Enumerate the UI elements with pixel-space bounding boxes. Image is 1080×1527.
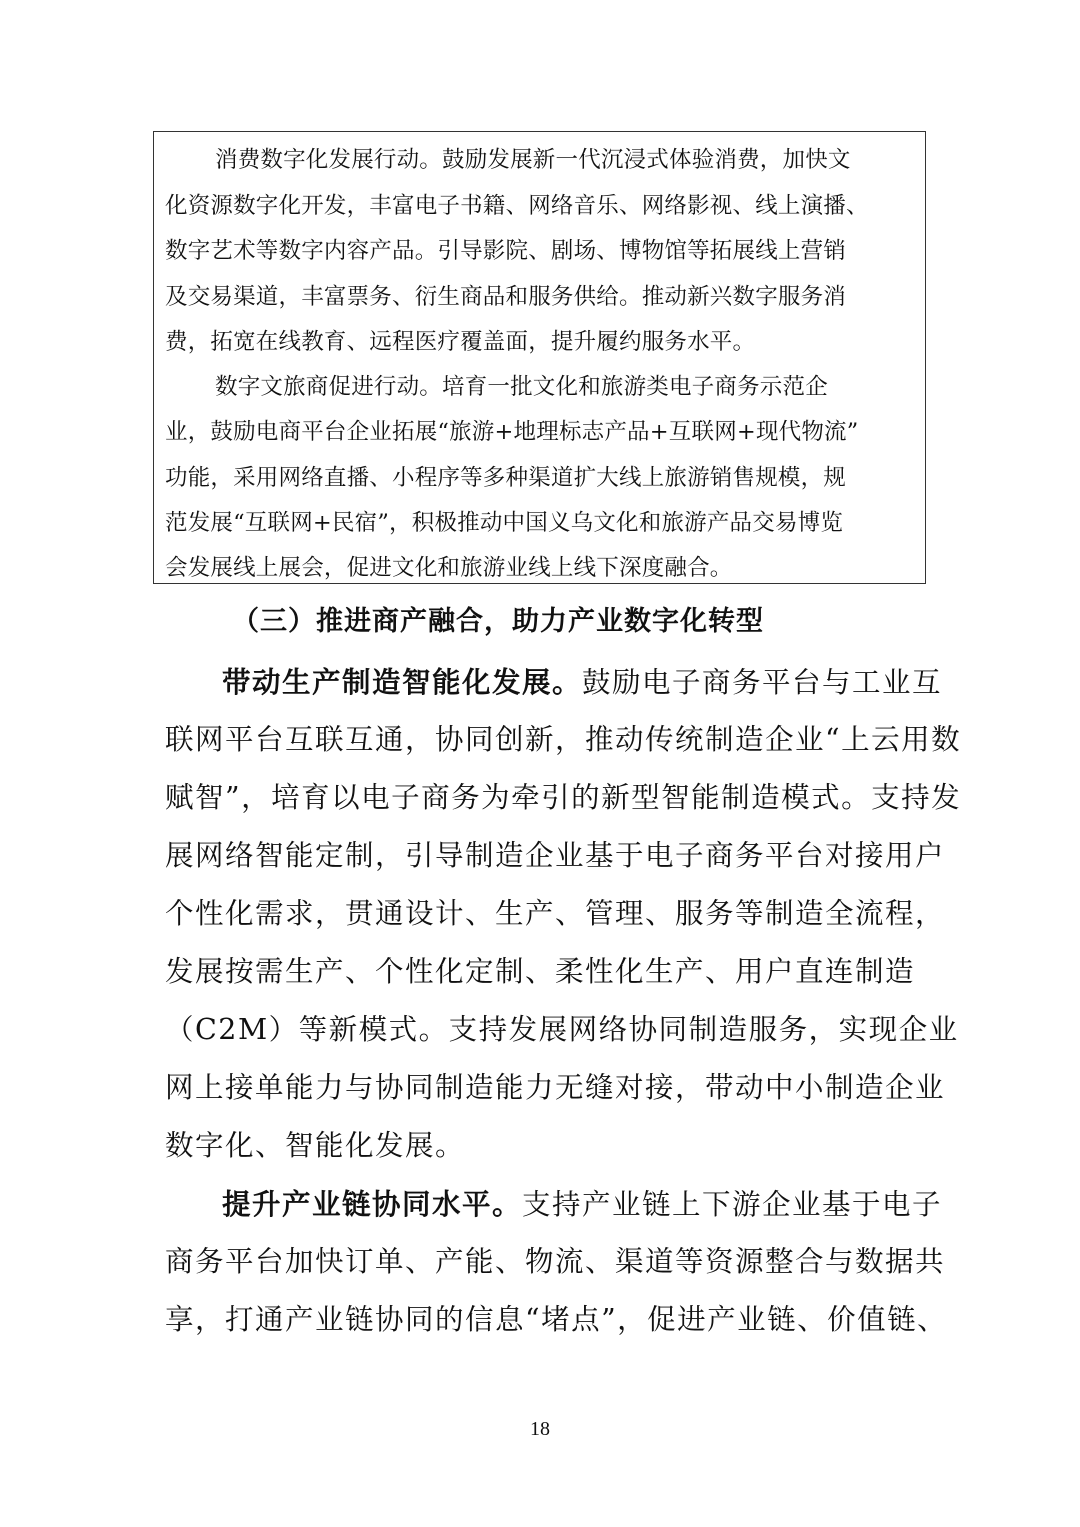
page-number: 18 xyxy=(530,1418,550,1440)
paragraph-line: 数字化、智能化发展。 xyxy=(165,1129,466,1162)
paragraph-line: 网上接单能力与协同制造能力无缝对接，带动中小制造企业 xyxy=(165,1071,946,1104)
box-line: 及交易渠道，丰富票务、衍生商品和服务供给。推动新兴数字服务消 xyxy=(165,284,847,310)
paragraph-lead: 提升产业链协同水平。 xyxy=(222,1187,523,1221)
box-line: 范发展“互联网+民宿”，积极推动中国义乌文化和旅游产品交易博览 xyxy=(165,510,844,536)
paragraph-line: （C2M）等新模式。支持发展网络协同制造服务，实现企业 xyxy=(165,1013,959,1046)
paragraph-text: 鼓励电子商务平台与工业互 xyxy=(582,666,943,699)
box-line: 业，鼓励电商平台企业拓展“旅游+地理标志产品+互联网+现代物流” xyxy=(165,419,859,445)
paragraph-line: 展网络智能定制，引导制造企业基于电子商务平台对接用户 xyxy=(165,839,946,872)
paragraph-first-line xyxy=(222,1187,943,1221)
paragraph-first-line xyxy=(222,665,943,699)
paragraph-line: 联网平台互联互通，协同创新，推动传统制造企业“上云用数 xyxy=(165,723,962,756)
paragraph-line: 个性化需求，贯通设计、生产、管理、服务等制造全流程， xyxy=(165,897,946,930)
paragraph-line: 发展按需生产、个性化定制、柔性化生产、用户直连制造 xyxy=(165,955,916,988)
paragraph-line: 商务平台加快订单、产能、物流、渠道等资源整合与数据共 xyxy=(165,1245,946,1278)
box-line: 费，拓宽在线教育、远程医疗覆盖面，提升履约服务水平。 xyxy=(165,329,756,355)
box-line: 功能，采用网络直播、小程序等多种渠道扩大线上旅游销售规模，规 xyxy=(165,465,847,491)
box-line: 数字艺术等数字内容产品。引导影院、剧场、博物馆等拓展线上营销 xyxy=(165,238,847,264)
paragraph-text: 支持产业链上下游企业基于电子 xyxy=(522,1188,943,1221)
box-line: 化资源数字化开发，丰富电子书籍、网络音乐、网络影视、线上演播、 xyxy=(165,193,869,219)
box-line: 消费数字化发展行动。鼓励发展新一代沉浸式体验消费，加快文 xyxy=(215,147,851,173)
box-line: 数字文旅商促进行动。培育一批文化和旅游类电子商务示范企 xyxy=(215,374,828,400)
box-line: 会发展线上展会，促进文化和旅游业线上线下深度融合。 xyxy=(165,555,733,581)
section-heading: （三）推进商产融合，助力产业数字化转型 xyxy=(232,606,764,637)
paragraph-lead: 带动生产制造智能化发展。 xyxy=(222,665,583,699)
paragraph-line: 赋智”，培育以电子商务为牵引的新型智能制造模式。支持发 xyxy=(165,781,962,814)
paragraph-line: 享，打通产业链协同的信息“堵点”，促进产业链、价值链、 xyxy=(165,1303,948,1336)
